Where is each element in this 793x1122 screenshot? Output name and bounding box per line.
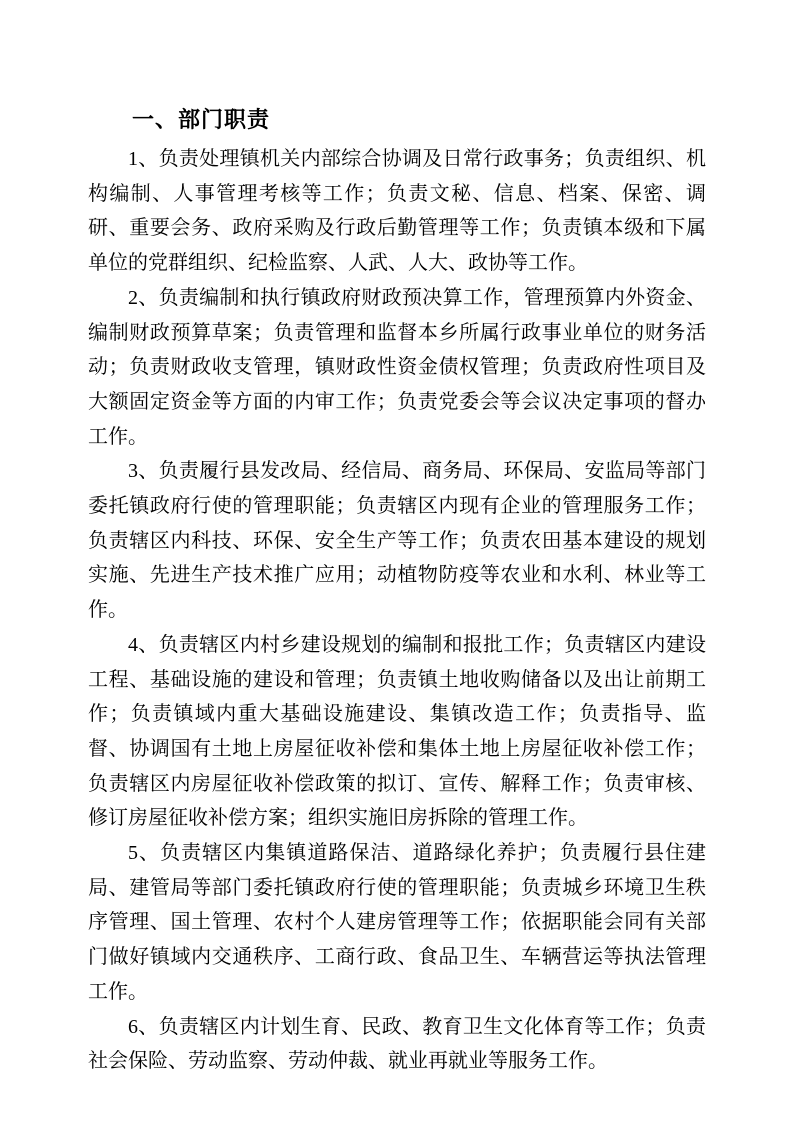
- section-heading: 一、部门职责: [132, 107, 271, 132]
- paragraph-2: 2、负责编制和执行镇政府财政预决算工作，管理预算内外资金、编制财政预算草案；负责管理和监督本乡所属行政事业单位的财务活动；负责财政收支管理，镇财政性资金债权管理；负责政府性项目及大额固定资金等方面的内审工作；负责党委会等会议决定事项的督办工作。: [88, 286, 706, 448]
- document-content: [88, 103, 706, 1079]
- paragraph-5: 5、负责辖区内集镇道路保洁、道路绿化养护；负责履行县住建局、建管局等部门委托镇政府行使的管理职能；负责城乡环境卫生秩序管理、国土管理、农村个人建房管理等工作；依据职能会同有关部门做好镇域内交通秩序、工商行政、食品卫生、车辆营运等执法管理工作。: [88, 842, 706, 1003]
- paragraph-3: 3、负责履行县发改局、经信局、商务局、环保局、安监局等部门委托镇政府行使的管理职能；负责辖区内现有企业的管理服务工作；负责辖区内科技、环保、安全生产等工作；负责农田基本建设的规划实施、先进生产技术推广应用；动植物防疫等农业和水利、林业等工作。: [88, 460, 706, 622]
- paragraph-4: 4、负责辖区内村乡建设规划的编制和报批工作；负责辖区内建设工程、基础设施的建设和管理；负责镇土地收购储备以及出让前期工作；负责镇域内重大基础设施建设、集镇改造工作；负责指导、监督、协调国有土地上房屋征收补偿和集体土地上房屋征收补偿工作；负责辖区内房屋征收补偿政策的拟订、宣传、解释工作；负责审核、修订房屋征收补偿方案；组织实施旧房拆除的管理工作。: [88, 633, 706, 830]
- paragraph-1: 1、负责处理镇机关内部综合协调及日常行政事务；负责组织、机构编制、人事管理考核等工作；负责文秘、信息、档案、保密、调研、重要会务、政府采购及行政后勤管理等工作；负责镇本级和下属单位的党群组织、纪检监察、人武、人大、政协等工作。: [88, 148, 706, 275]
- paragraph-6: 6、负责辖区内计划生育、民政、教育卫生文化体育等工作；负责社会保险、劳动监察、劳动仲裁、就业再就业等服务工作。: [88, 1015, 706, 1073]
